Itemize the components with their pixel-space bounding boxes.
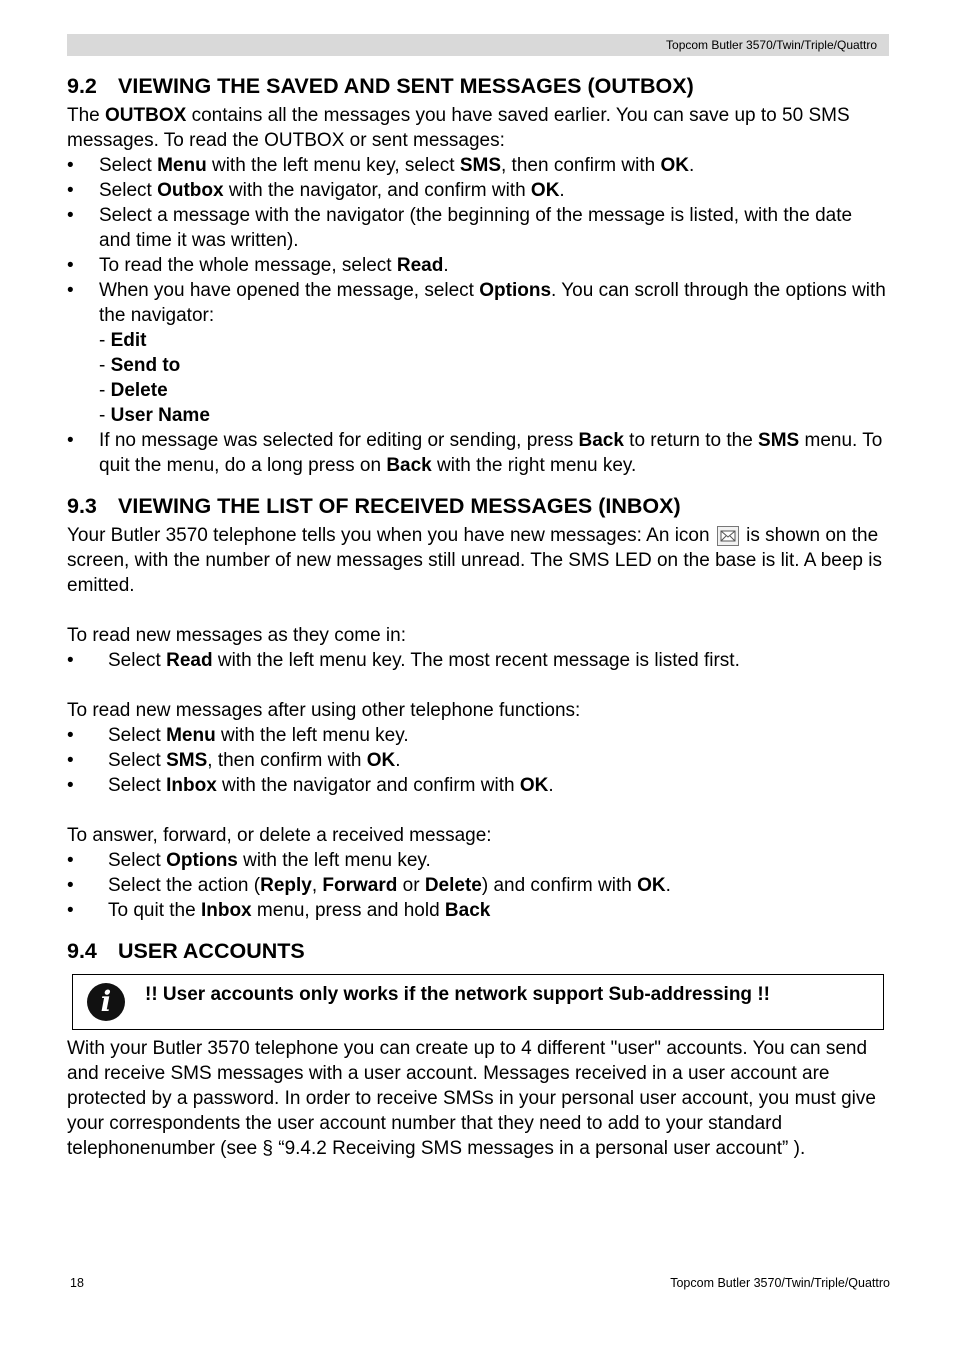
running-title: Topcom Butler 3570/Twin/Triple/Quattro (666, 38, 877, 52)
envelope-icon (717, 526, 739, 546)
option-item-user-name: - User Name (99, 405, 210, 426)
list-item: • Select Read with the left menu key. The most recent message is listed first. (67, 650, 740, 671)
list-item: • Select Options with the left menu key. (67, 850, 431, 871)
paragraph: To answer, forward, or delete a received message: (67, 825, 492, 846)
list-item: • Select the action (Reply, Forward or Delete) and confirm with OK. (67, 875, 671, 896)
list-item: • If no message was selected for editing or sending, press Back to return to the SMS menu. To quit the menu, do a long press on Back with the right menu key. (67, 430, 883, 476)
footer-title: Topcom Butler 3570/Twin/Triple/Quattro (670, 1276, 890, 1290)
paragraph: Your Butler 3570 telephone tells you when you have new messages: An icon is shown on the screen, with the number of new messages still unread. The SMS LED on the base is lit. A beep is emitted. (67, 525, 882, 596)
section-heading-9-2: 9.2 VIEWING THE SAVED AND SENT MESSAGES (OUTBOX) (67, 74, 694, 98)
paragraph: The OUTBOX contains all the messages you have saved earlier. You can save up to 50 SMS messages. To read the OUTBOX or sent messages: (67, 105, 850, 151)
info-icon: i (87, 983, 125, 1021)
page-content (67, 70, 889, 1161)
list-item: • Select Outbox with the navigator, and confirm with OK. (67, 180, 565, 201)
paragraph: With your Butler 3570 telephone you can create up to 4 different "user" accounts. You can send and receive SMS messages with a user account. Messages received in a user account are protected by a password. In order to receive SMSs in your personal user account, you must give your correspondents the user account number that they need to add to your standard telephonenumber (see § “9.4.2 Receiving SMS messages in a personal user account” ). (67, 1038, 876, 1159)
paragraph: To read new messages after using other telephone functions: (67, 700, 581, 721)
list-item: • Select Menu with the left menu key, select SMS, then confirm with OK. (67, 155, 695, 176)
list-item: • Select SMS, then confirm with OK. (67, 750, 401, 771)
list-item: • Select a message with the navigator (the beginning of the message is listed, with the date and time it was written). (67, 205, 853, 251)
section-heading-9-3: 9.3 VIEWING THE LIST OF RECEIVED MESSAGES (INBOX) (67, 494, 681, 518)
list-item: • To read the whole message, select Read. (67, 255, 449, 276)
running-header (67, 34, 889, 56)
option-item-edit: - Edit (99, 330, 147, 351)
paragraph: To read new messages as they come in: (67, 625, 407, 646)
list-item: • Select Inbox with the navigator and confirm with OK. (67, 775, 554, 796)
note-box (72, 974, 884, 1030)
section-heading-9-4: 9.4 USER ACCOUNTS (67, 939, 305, 963)
note-text: !! User accounts only works if the network support Sub-addressing !! (145, 984, 770, 1005)
list-item: • To quit the Inbox menu, press and hold Back (67, 900, 491, 921)
list-item: • Select Menu with the left menu key. (67, 725, 409, 746)
option-item-send-to: - Send to (99, 355, 181, 376)
page-number: 18 (70, 1276, 84, 1290)
list-item: • When you have opened the message, select Options. You can scroll through the options with the navigator: (67, 280, 886, 326)
option-item-delete: - Delete (99, 380, 168, 401)
